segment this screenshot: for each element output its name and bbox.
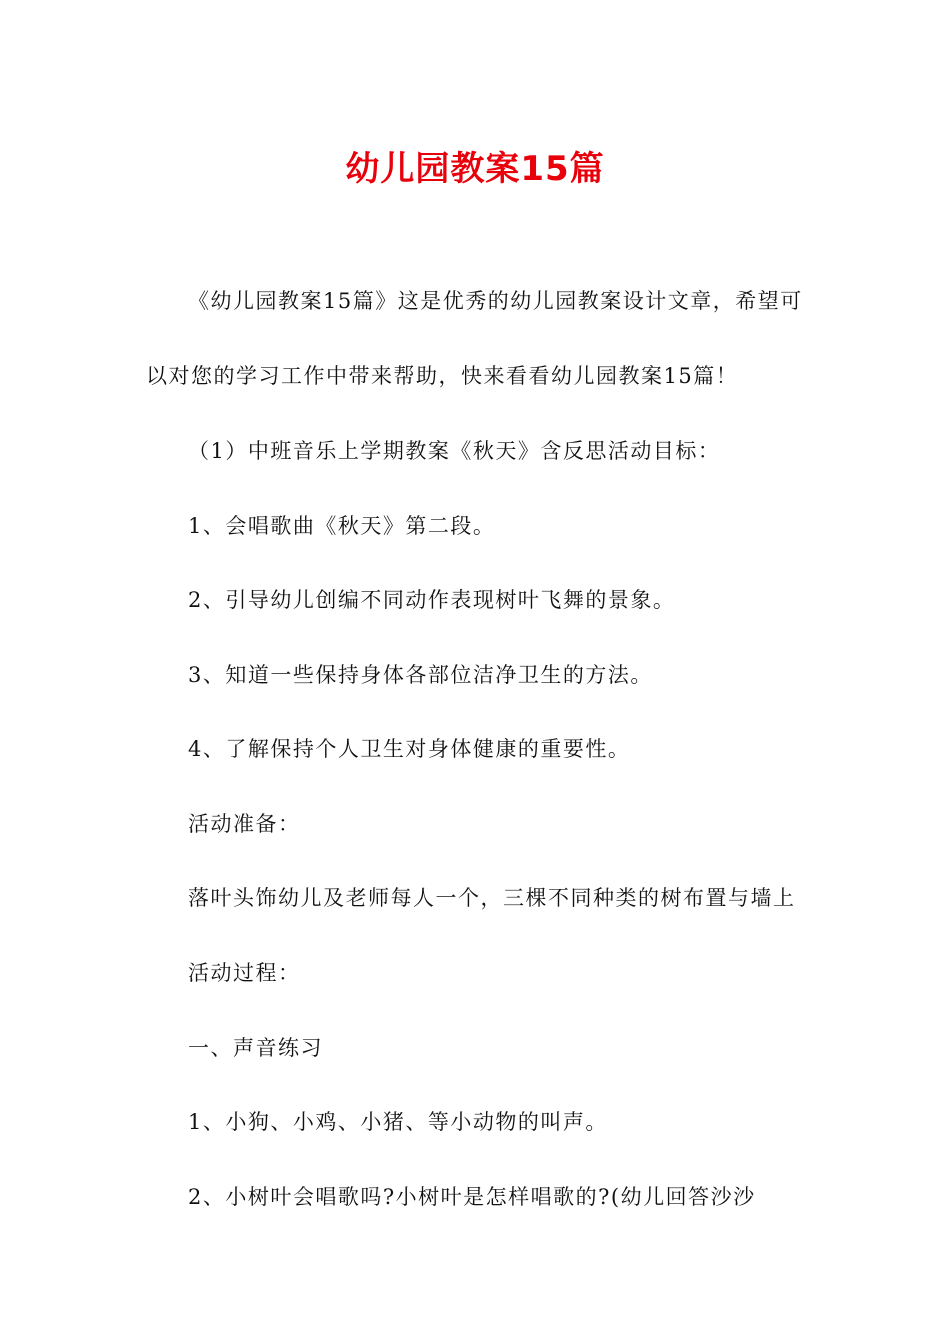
prep-heading: 活动准备： bbox=[188, 812, 301, 836]
goal-item-1: 1、会唱歌曲《秋天》第二段。 bbox=[188, 514, 496, 538]
step-item-2: 2、小树叶会唱歌吗?小树叶是怎样唱歌的?(幼儿回答沙沙 bbox=[188, 1185, 756, 1209]
document-title: 幼儿园教案15篇 bbox=[345, 149, 605, 189]
goal-item-2: 2、引导幼儿创编不同动作表现树叶飞舞的景象。 bbox=[188, 588, 676, 612]
goal-item-3: 3、知道一些保持身体各部位洁净卫生的方法。 bbox=[188, 663, 653, 687]
step-heading: 一、声音练习 bbox=[188, 1036, 323, 1060]
intro-paragraph-line-2: 以对您的学习工作中带来帮助，快来看看幼儿园教案15篇！ bbox=[146, 364, 739, 388]
goal-item-4: 4、了解保持个人卫生对身体健康的重要性。 bbox=[188, 737, 631, 761]
intro-paragraph-line-1: 《幼儿园教案15篇》这是优秀的幼儿园教案设计文章，希望可 bbox=[188, 289, 803, 313]
process-heading: 活动过程： bbox=[188, 961, 301, 985]
section-heading: （1）中班音乐上学期教案《秋天》含反思活动目标： bbox=[188, 439, 721, 463]
step-item-1: 1、小狗、小鸡、小猪、等小动物的叫声。 bbox=[188, 1110, 608, 1134]
prep-text: 落叶头饰幼儿及老师每人一个，三棵不同种类的树布置与墙上 bbox=[188, 886, 796, 910]
